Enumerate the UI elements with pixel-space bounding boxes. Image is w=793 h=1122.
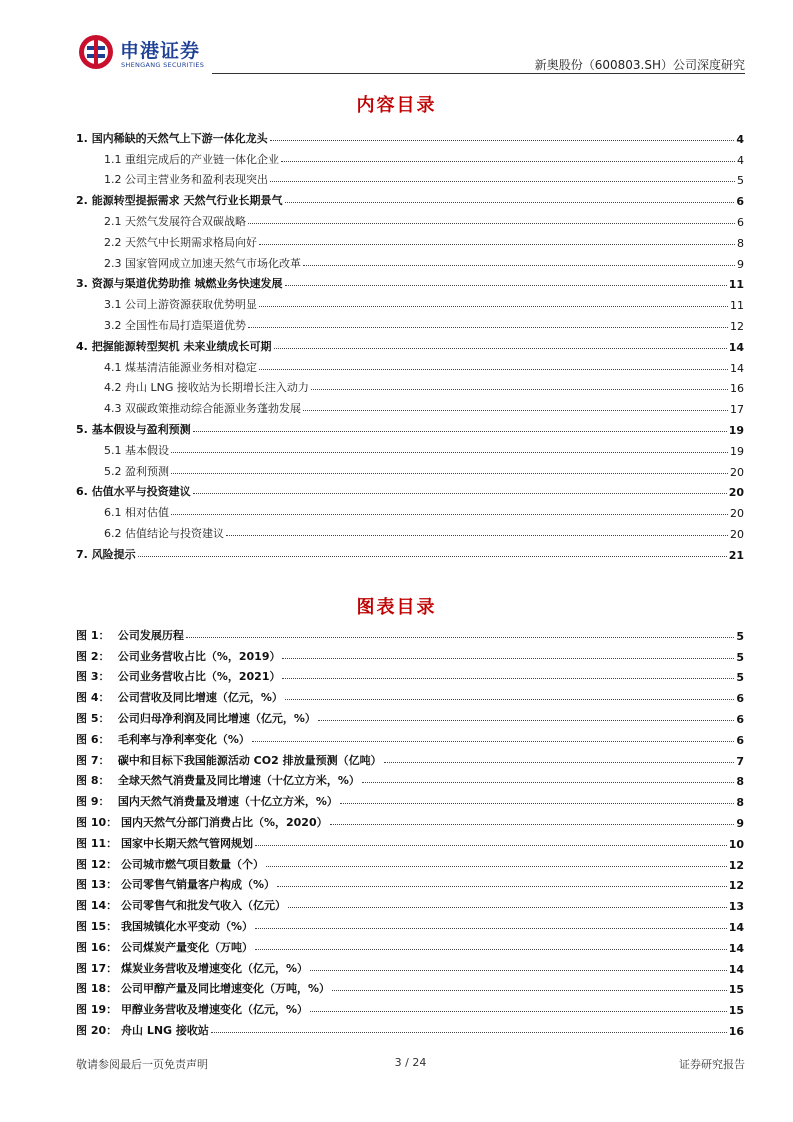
entry-number: 4.: [76, 339, 88, 353]
entry-page-number: 5: [736, 671, 744, 685]
dot-leader: [255, 928, 727, 929]
entry-text: 我国城镇化水平变动（%）: [120, 919, 254, 933]
entry-number: 3.: [76, 277, 88, 291]
entry-number: 图 5：: [76, 711, 110, 725]
toc-section-entry[interactable]: [76, 146, 744, 167]
dot-leader: [288, 907, 727, 908]
entry-page-number: 6: [736, 195, 744, 209]
entry-page-number: 6: [736, 712, 744, 726]
entry-number: 1.2: [104, 173, 122, 187]
entry-text: 公司主营业务和盈利表现突出: [125, 173, 268, 187]
entry-page-number: 8: [737, 236, 744, 250]
dot-leader: [318, 720, 734, 721]
entry-label: [76, 980, 332, 996]
entry-text: 公司煤炭产量变化（万吨）: [120, 940, 253, 954]
dot-leader: [138, 556, 727, 557]
entry-number: 6.: [76, 485, 88, 499]
entry-number: 2.: [76, 194, 88, 208]
entry-label: [76, 192, 285, 208]
page-header: [76, 34, 745, 76]
dot-leader: [193, 431, 727, 432]
entry-label: [76, 752, 384, 768]
dot-leader: [282, 678, 734, 679]
entry-label: [76, 897, 288, 913]
figure-entry[interactable]: [76, 976, 744, 997]
entry-number: 图 9：: [76, 795, 110, 809]
dot-leader: [340, 803, 734, 804]
entry-text: 舟山 LNG 接收站为长期增长注入动力: [125, 381, 309, 395]
entry-number: 图 2：: [76, 649, 110, 663]
dot-leader: [362, 782, 734, 783]
dot-leader: [171, 514, 728, 515]
entry-page-number: 19: [730, 444, 744, 458]
entry-label: [76, 648, 282, 664]
entry-number: 6.2: [104, 526, 122, 540]
entry-number: 图 19：: [76, 1003, 118, 1017]
entry-label: [76, 793, 340, 809]
entry-text: 舟山 LNG 接收站: [120, 1023, 209, 1037]
entry-page-number: 12: [728, 858, 744, 872]
dot-leader: [259, 244, 735, 245]
toc-section-entry[interactable]: [76, 312, 744, 333]
entry-text: 国家中长期天然气管网规划: [120, 836, 253, 850]
entry-label: [76, 876, 277, 892]
entry-text: 基本假设: [125, 443, 169, 457]
entry-text: 双碳政策推动综合能源业务蓬勃发展: [125, 402, 301, 416]
entry-number: 图 4：: [76, 691, 110, 705]
figure-entry[interactable]: [76, 809, 744, 830]
entry-page-number: 6: [736, 733, 744, 747]
entry-text: 天然气中长期需求格局向好: [125, 235, 257, 249]
entry-text: 公司甲醇产量及同比增速变化（万吨，%）: [120, 982, 331, 996]
entry-page-number: 20: [728, 486, 744, 500]
toc-section-entry[interactable]: [76, 208, 744, 229]
entry-number: 图 17：: [76, 961, 118, 975]
entry-number: 5.2: [104, 464, 122, 478]
entry-number: 图 14：: [76, 899, 118, 913]
toc-chapter-entry[interactable]: [76, 125, 744, 146]
entry-number: 1.: [76, 131, 88, 145]
entry-page-number: 15: [728, 1004, 744, 1018]
entry-page-number: 17: [730, 403, 744, 417]
toc-section-entry[interactable]: [76, 437, 744, 458]
doc-type: 证券研究报告: [679, 1058, 745, 1071]
toc-chapter-entry[interactable]: [76, 479, 744, 500]
entry-label: [76, 960, 310, 976]
entry-label: [104, 234, 259, 250]
entry-number: 图 18：: [76, 982, 118, 996]
entry-label: [76, 130, 270, 146]
entry-label: [104, 463, 171, 479]
entry-text: 煤炭业务营收及增速变化（亿元，%）: [120, 961, 309, 975]
entry-label: [76, 421, 193, 437]
dot-leader: [285, 202, 735, 203]
entry-number: 1.1: [104, 152, 122, 166]
toc-chapter-entry[interactable]: [76, 416, 744, 437]
dot-leader: [255, 949, 727, 950]
entry-page-number: 14: [728, 920, 744, 934]
entry-text: 公司业务营收占比（%，2019）: [117, 649, 281, 663]
page-indicator: 3 / 24: [394, 1056, 427, 1069]
entry-number: 图 11：: [76, 836, 118, 850]
entry-label: [104, 213, 248, 229]
entry-text: 全国性布局打造渠道优势: [125, 318, 246, 332]
entry-number: 2.3: [104, 256, 122, 270]
entry-page-number: 16: [728, 1024, 744, 1038]
entry-label: [76, 772, 362, 788]
entry-page-number: 4: [737, 153, 744, 167]
entry-number: 2.2: [104, 235, 122, 249]
entry-page-number: 20: [730, 465, 744, 479]
entry-page-number: 6: [737, 215, 744, 229]
figure-entry[interactable]: [76, 643, 744, 664]
entry-label: [104, 379, 311, 395]
dot-leader: [248, 327, 728, 328]
figure-entry[interactable]: [76, 705, 744, 726]
entry-page-number: 14: [728, 941, 744, 955]
toc-section-entry[interactable]: [76, 250, 744, 271]
entry-number: 6.1: [104, 506, 122, 520]
entry-page-number: 21: [728, 548, 744, 562]
entry-number: 图 7：: [76, 753, 110, 767]
entry-label: [104, 442, 171, 458]
entry-number: 图 12：: [76, 857, 118, 871]
entry-page-number: 7: [736, 754, 744, 768]
entry-text: 估值水平与投资建议: [91, 485, 191, 499]
dot-leader: [255, 845, 727, 846]
entry-number: 5.1: [104, 443, 122, 457]
figure-entry[interactable]: [76, 768, 744, 789]
figure-entry[interactable]: [76, 788, 744, 809]
entry-label: [76, 668, 282, 684]
entry-number: 4.2: [104, 381, 122, 395]
entry-page-number: 10: [728, 837, 744, 851]
toc-section-entry[interactable]: [76, 520, 744, 541]
entry-number: 图 15：: [76, 919, 118, 933]
figure-entry[interactable]: [76, 1017, 744, 1038]
figure-entry[interactable]: [76, 851, 744, 872]
figure-list: [76, 622, 744, 1038]
entry-number: 图 13：: [76, 878, 118, 892]
entry-label: [76, 856, 266, 872]
entry-label: [104, 400, 303, 416]
toc-section-entry[interactable]: [76, 229, 744, 250]
entry-label: [76, 338, 274, 354]
dot-leader: [277, 886, 727, 887]
figure-entry[interactable]: [76, 684, 744, 705]
entry-text: 公司发展历程: [117, 628, 184, 642]
disclaimer-note: 敬请参阅最后一页免责声明: [76, 1058, 208, 1071]
entry-label: [104, 525, 226, 541]
entry-text: 国家管网成立加速天然气市场化改革: [125, 256, 301, 270]
entry-page-number: 6: [736, 692, 744, 706]
toc-section-entry[interactable]: [76, 167, 744, 188]
entry-number: 7.: [76, 547, 88, 561]
entry-text: 把握能源转型契机 未来业绩成长可期: [91, 339, 272, 353]
entry-text: 煤基清洁能源业务相对稳定: [125, 360, 257, 374]
dot-leader: [248, 223, 735, 224]
entry-text: 估值结论与投资建议: [125, 526, 224, 540]
entry-text: 公司营收及同比增速（亿元，%）: [117, 691, 283, 705]
toc-chapter-entry[interactable]: [76, 333, 744, 354]
entry-text: 公司归母净利润及同比增速（亿元，%）: [117, 711, 316, 725]
entry-page-number: 8: [736, 796, 744, 810]
figure-entry[interactable]: [76, 747, 744, 768]
entry-label: [76, 689, 285, 705]
toc-chapter-entry[interactable]: [76, 541, 744, 562]
entry-page-number: 12: [728, 879, 744, 893]
entry-number: 4.1: [104, 360, 122, 374]
entry-page-number: 9: [737, 257, 744, 271]
entry-page-number: 12: [730, 319, 744, 333]
entry-label: [76, 1022, 211, 1038]
brand-name-cn: 申港证券: [120, 40, 201, 62]
header-divider: [212, 73, 745, 74]
entry-label: [104, 359, 259, 375]
entry-page-number: 13: [728, 900, 744, 914]
entry-label: [76, 546, 138, 562]
entry-label: [76, 731, 252, 747]
dot-leader: [310, 970, 727, 971]
dot-leader: [384, 762, 735, 763]
dot-leader: [211, 1032, 727, 1033]
entry-text: 相对估值: [125, 506, 169, 520]
dot-leader: [226, 535, 728, 536]
dot-leader: [171, 473, 728, 474]
dot-leader: [252, 741, 734, 742]
entry-page-number: 8: [736, 775, 744, 789]
entry-number: 图 16：: [76, 940, 118, 954]
entry-page-number: 11: [728, 278, 744, 292]
entry-number: 图 6：: [76, 732, 110, 746]
table-of-contents: [76, 125, 744, 562]
entry-text: 全球天然气消费量及同比增速（十亿立方米，%）: [117, 774, 360, 788]
entry-label: [76, 918, 255, 934]
entry-number: 4.3: [104, 402, 122, 416]
entry-page-number: 15: [728, 983, 744, 997]
entry-page-number: 5: [736, 629, 744, 643]
toc-chapter-entry[interactable]: [76, 187, 744, 208]
entry-text: 碳中和目标下我国能源活动 CO2 排放量预测（亿吨）: [117, 753, 382, 767]
entry-page-number: 14: [728, 962, 744, 976]
dot-leader: [303, 265, 735, 266]
toc-section-entry[interactable]: [76, 499, 744, 520]
dot-leader: [259, 306, 728, 307]
entry-label: [104, 504, 171, 520]
entry-text: 公司零售气和批发气收入（亿元）: [120, 899, 286, 913]
brand-name-en: SHENGANG SECURITIES: [121, 61, 205, 69]
entry-page-number: 4: [736, 132, 744, 146]
entry-text: 国内天然气分部门消费占比（%，2020）: [120, 815, 328, 829]
entry-text: 能源转型提振需求 天然气行业长期景气: [91, 194, 283, 208]
toc-chapter-entry[interactable]: [76, 271, 744, 292]
figure-entry[interactable]: [76, 996, 744, 1017]
entry-label: [76, 627, 186, 643]
shengang-logo-icon: [78, 34, 114, 70]
dot-leader: [303, 410, 728, 411]
dot-leader: [193, 493, 727, 494]
entry-text: 甲醇业务营收及增速变化（亿元，%）: [120, 1003, 309, 1017]
toc-section-entry[interactable]: [76, 354, 744, 375]
dot-leader: [274, 348, 727, 349]
entry-label: [76, 483, 193, 499]
figure-list-title: 图表目录: [356, 597, 437, 618]
entry-page-number: 5: [737, 174, 744, 188]
dot-leader: [282, 658, 734, 659]
dot-leader: [270, 181, 735, 182]
toc-title: 内容目录: [356, 95, 437, 116]
figure-entry[interactable]: [76, 726, 744, 747]
toc-section-entry[interactable]: [76, 291, 744, 312]
dot-leader: [311, 389, 728, 390]
figure-entry[interactable]: [76, 955, 744, 976]
entry-label: [76, 1001, 310, 1017]
figure-entry[interactable]: [76, 830, 744, 851]
entry-label: [76, 275, 285, 291]
entry-page-number: 14: [728, 340, 744, 354]
dot-leader: [330, 824, 735, 825]
entry-number: 图 20：: [76, 1023, 118, 1037]
dot-leader: [270, 140, 735, 141]
entry-label: [104, 255, 303, 271]
figure-entry[interactable]: [76, 934, 744, 955]
dot-leader: [186, 637, 735, 638]
entry-label: [104, 151, 281, 167]
entry-text: 天然气发展符合双碳战略: [125, 214, 246, 228]
toc-section-entry[interactable]: [76, 375, 744, 396]
entry-text: 资源与渠道优势助推 城燃业务快速发展: [91, 277, 283, 291]
entry-label: [76, 939, 255, 955]
entry-text: 风险提示: [91, 547, 136, 561]
dot-leader: [259, 369, 728, 370]
entry-text: 基本假设与盈利预测: [91, 422, 191, 436]
entry-number: 3.1: [104, 298, 122, 312]
entry-number: 2.1: [104, 214, 122, 228]
entry-number: 图 8：: [76, 774, 110, 788]
entry-number: 5.: [76, 422, 88, 436]
entry-label: [76, 814, 330, 830]
dot-leader: [266, 866, 727, 867]
entry-number: 图 3：: [76, 670, 110, 684]
dot-leader: [171, 452, 728, 453]
entry-text: 盈利预测: [125, 464, 169, 478]
entry-label: [104, 296, 259, 312]
dot-leader: [332, 990, 727, 991]
entry-label: [104, 171, 270, 187]
entry-text: 国内天然气消费量及增速（十亿立方米，%）: [117, 795, 338, 809]
entry-page-number: 20: [730, 507, 744, 521]
report-title: 新奥股份（600803.SH）公司深度研究: [534, 58, 745, 72]
toc-section-entry[interactable]: [76, 458, 744, 479]
figure-entry[interactable]: [76, 622, 744, 643]
entry-text: 公司上游资源获取优势明显: [125, 298, 257, 312]
dot-leader: [281, 161, 735, 162]
dot-leader: [285, 285, 727, 286]
figure-entry[interactable]: [76, 664, 744, 685]
entry-page-number: 11: [730, 299, 744, 313]
toc-section-entry[interactable]: [76, 395, 744, 416]
entry-text: 公司零售气销量客户构成（%）: [120, 878, 276, 892]
entry-page-number: 16: [730, 382, 744, 396]
dot-leader: [285, 699, 734, 700]
entry-number: 3.2: [104, 318, 122, 332]
figure-entry[interactable]: [76, 872, 744, 893]
entry-label: [76, 835, 255, 851]
figure-entry[interactable]: [76, 913, 744, 934]
dot-leader: [310, 1011, 727, 1012]
entry-page-number: 5: [736, 650, 744, 664]
entry-label: [76, 710, 318, 726]
figure-entry[interactable]: [76, 892, 744, 913]
entry-text: 公司业务营收占比（%，2021）: [117, 670, 281, 684]
entry-number: 图 10：: [76, 815, 118, 829]
entry-page-number: 19: [728, 423, 744, 437]
entry-text: 公司城市燃气项目数量（个）: [120, 857, 264, 871]
entry-text: 重组完成后的产业链一体化企业: [125, 152, 279, 166]
entry-label: [104, 317, 248, 333]
entry-text: 国内稀缺的天然气上下游一体化龙头: [91, 131, 268, 145]
entry-page-number: 20: [730, 527, 744, 541]
entry-page-number: 14: [730, 361, 744, 375]
entry-page-number: 9: [736, 816, 744, 830]
entry-text: 毛利率与净利率变化（%）: [117, 732, 250, 746]
entry-number: 图 1：: [76, 628, 110, 642]
